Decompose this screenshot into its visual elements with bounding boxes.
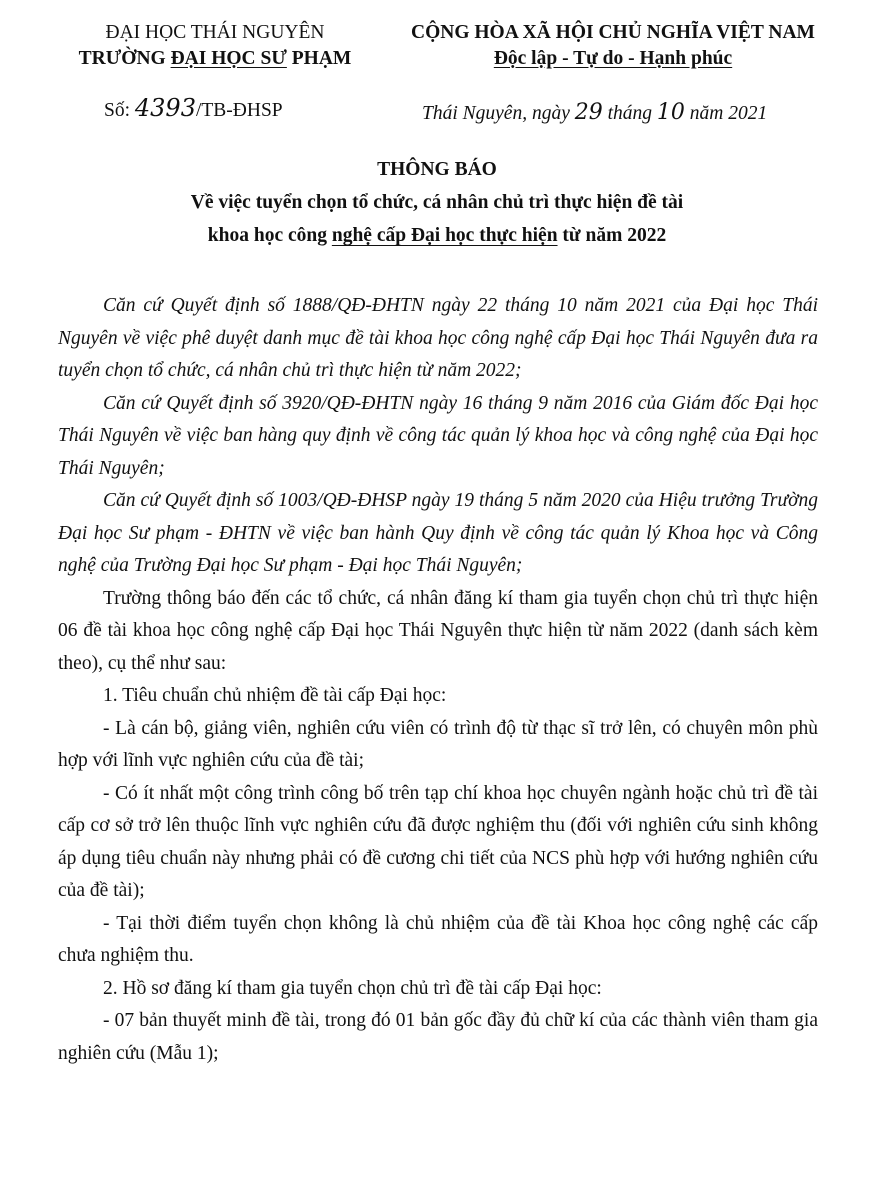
criteria-item-1: - Là cán bộ, giảng viên, nghiên cứu viên có trình độ từ thạc sĩ trở lên, có chuyên môn phù hợp với lĩnh vực nghiên cứu của đề tài; [58, 717, 818, 771]
school-name-part3: PHẠM [286, 48, 352, 69]
legal-basis-paragraph-3: Căn cứ Quyết định số 1003/QĐ-ĐHSP ngày 19 tháng 5 năm 2020 của Hiệu trưởng Trường Đại học Sư phạm - ĐHTN về việc ban hành Quy định về công tác quản lý Khoa học và Công nghệ của Trường Đại học Sư phạm - Đại học Thái Nguyên; [58, 490, 818, 576]
section-2-heading: 2. Hồ sơ đăng kí tham gia tuyển chọn chủ trì đề tài cấp Đại học: [103, 977, 602, 999]
school-name-part1: TRƯỜNG [78, 48, 171, 69]
handwritten-month: 10 [656, 100, 685, 125]
national-motto [368, 46, 858, 72]
legal-basis-paragraph-1: Căn cứ Quyết định số 1888/QĐ-ĐHTN ngày 22 tháng 10 năm 2021 của Đại học Thái Nguyên về việc phê duyệt danh mục đề tài khoa học công nghệ cấp Đại học Thái Nguyên đưa ra tuyển chọn tổ chức, cá nhân chủ trì thực hiện từ năm 2022; [58, 295, 818, 381]
year-label: năm 2021 [684, 103, 768, 124]
national-motto-text: Độc lập - Tự do - Hạnh phúc [493, 48, 733, 69]
school-name [40, 46, 390, 72]
section-1-heading: 1. Tiêu chuẩn chủ nhiệm đề tài cấp Đại học: [103, 685, 447, 706]
subject-part1: khoa học công [207, 225, 332, 246]
place-and-date [422, 100, 767, 125]
document-number-prefix: Số: [104, 100, 135, 121]
document-body [58, 290, 818, 1070]
document-type-title: THÔNG BÁO [377, 159, 497, 180]
handwritten-number: 4393 [134, 94, 196, 122]
criteria-item-2: - Có ít nhất một công trình công bố trên tạp chí khoa học chuyên ngành hoặc chủ trì đề tài cấp cơ sở trở lên thuộc lĩnh vực nghiên cứu đã được nghiệm thu (đối với nghiên cứu sinh không áp dụng tiêu chuẩn này nhưng phải có đề cương chi tiết của NCS phù hợp với hướng nghiên cứu của đề tài); [58, 782, 818, 901]
announcement-paragraph: Trường thông báo đến các tổ chức, cá nhân đăng kí tham gia tuyển chọn chủ trì thực hiện 06 đề tài khoa học công nghệ cấp Đại học Thái Nguyên thực hiện từ năm 2022 (danh sách kèm theo), cụ thể như sau: [58, 587, 818, 674]
document-subject-line1: Về việc tuyển chọn tổ chức, cá nhân chủ trì thực hiện đề tài [190, 192, 684, 213]
legal-basis-paragraph-2: Căn cứ Quyết định số 3920/QĐ-ĐHTN ngày 16 tháng 9 năm 2016 của Giám đốc Đại học Thái Nguyên về việc ban hàng quy định về công tác quản lý khoa học và công nghệ của Đại học Thái Nguyên; [58, 392, 818, 479]
national-header [368, 20, 858, 72]
issuing-organization [40, 20, 390, 72]
handwritten-day: 29 [574, 100, 603, 125]
parent-organization: ĐẠI HỌC THÁI NGUYÊN [105, 22, 325, 43]
school-name-part2: ĐẠI HỌC SƯ [170, 48, 287, 69]
subject-part2: nghệ cấp Đại học thực hiện [331, 225, 558, 246]
national-title: CỘNG HÒA XÃ HỘI CHỦ NGHĨA VIỆT NAM [411, 22, 815, 43]
criteria-item-3: - Tại thời điểm tuyển chọn không là chủ nhiệm của đề tài Khoa học công nghệ các cấp chưa nghiệm thu. [58, 912, 818, 966]
document-number [104, 94, 283, 122]
subject-part3: từ năm 2022 [557, 225, 667, 246]
document-subject-line2 [0, 225, 874, 247]
place-text: Thái Nguyên, ngày [422, 103, 575, 124]
month-label: tháng [602, 103, 657, 124]
document-number-suffix: /TB-ĐHSP [195, 100, 283, 121]
dossier-item-1: - 07 bản thuyết minh đề tài, trong đó 01 bản gốc đầy đủ chữ kí của các thành viên tham gia nghiên cứu (Mẫu 1); [58, 1010, 818, 1064]
